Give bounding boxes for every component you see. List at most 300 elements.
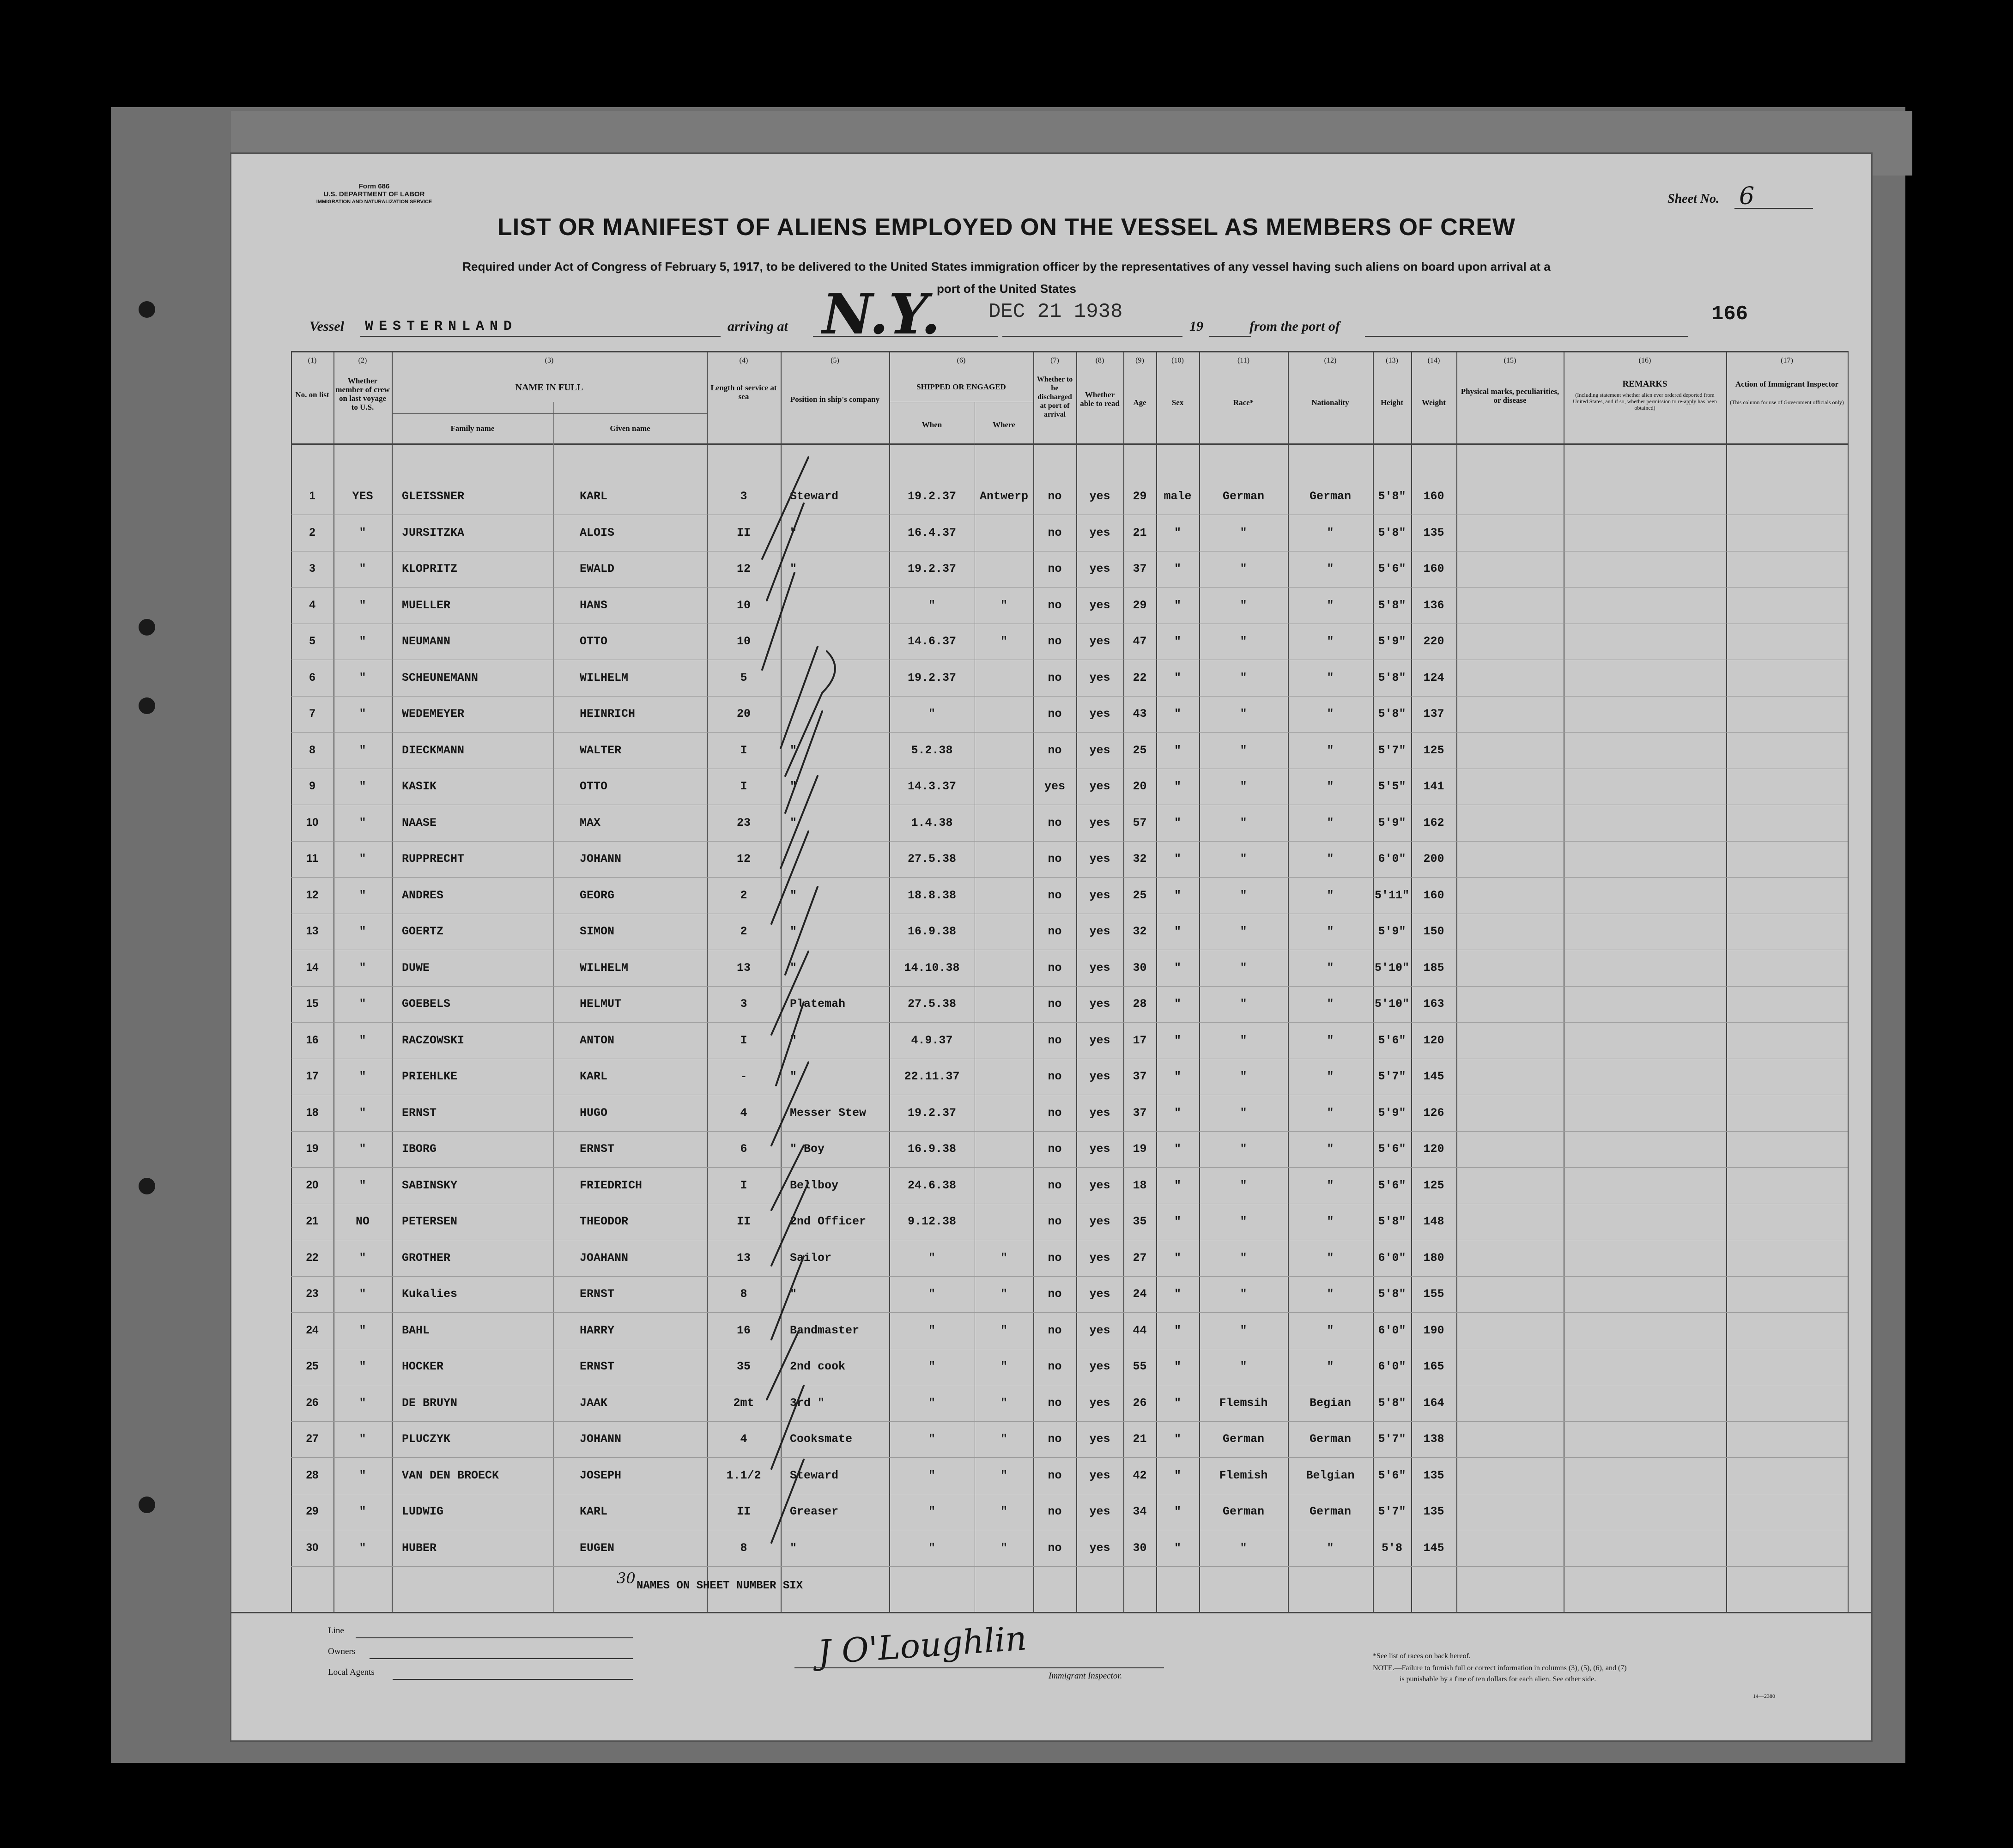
cell-when: " xyxy=(928,1251,935,1265)
cell-family: SCHEUNEMANN xyxy=(402,671,479,685)
cell-sex: " xyxy=(1174,707,1181,721)
cell-no: 30 xyxy=(306,1541,319,1554)
sheet-number-underline xyxy=(1734,208,1813,209)
from-port-underline xyxy=(1365,336,1688,337)
cell-sex: " xyxy=(1174,1215,1181,1228)
cell-family: KASIK xyxy=(402,780,437,793)
cell-race: " xyxy=(1240,1178,1247,1192)
cell-nationality: " xyxy=(1327,707,1334,721)
page-number: 166 xyxy=(1711,303,1748,326)
cell-member: " xyxy=(359,1396,366,1410)
cell-age: 21 xyxy=(1133,1432,1147,1446)
cell-weight: 185 xyxy=(1423,961,1444,975)
cell-read: yes xyxy=(1089,1251,1110,1265)
cell-height: 5'7" xyxy=(1378,1070,1406,1083)
cell-sex: " xyxy=(1174,1505,1181,1518)
punch-hole xyxy=(139,301,155,318)
cell-nationality: " xyxy=(1327,780,1334,793)
cell-nationality: " xyxy=(1327,1070,1334,1083)
cell-when: 9.12.38 xyxy=(907,1215,957,1228)
cell-service: 13 xyxy=(736,1251,751,1265)
col-header-family-name: Family name xyxy=(450,424,495,433)
col-header-sex: Sex xyxy=(1171,398,1184,407)
cell-member: " xyxy=(359,961,366,975)
cell-family: MUELLER xyxy=(402,598,451,612)
cell-family: KLOPRITZ xyxy=(402,562,458,576)
cell-age: 55 xyxy=(1133,1360,1147,1373)
line-label: Line xyxy=(328,1626,344,1636)
cell-height: 6'0" xyxy=(1378,1251,1406,1265)
subtitle-line-2: port of the United States xyxy=(937,282,1076,296)
sheet-number-label: Sheet No. xyxy=(1667,192,1719,206)
arriving-underline xyxy=(813,336,998,337)
column-number: (6) xyxy=(957,357,966,364)
cell-given: JOHANN xyxy=(580,1432,622,1446)
col-header-discharged: Whether to be discharged at port of arrival xyxy=(1037,376,1073,418)
cell-nationality: " xyxy=(1327,1033,1334,1047)
cell-age: 30 xyxy=(1133,961,1147,975)
cell-weight: 135 xyxy=(1423,1468,1444,1482)
cell-age: 17 xyxy=(1133,1033,1147,1047)
row-rule xyxy=(291,696,1848,697)
cell-age: 19 xyxy=(1133,1142,1147,1156)
column-number: (13) xyxy=(1386,357,1398,364)
cell-height: 5'8" xyxy=(1378,1396,1406,1410)
cell-position: " xyxy=(790,961,797,975)
cell-weight: 160 xyxy=(1423,562,1444,576)
names-count-handwritten: 30 xyxy=(617,1569,636,1587)
cell-when: 19.2.37 xyxy=(907,562,957,576)
cell-height: 5'6" xyxy=(1378,1468,1406,1482)
col-header-position: Position in ship's company xyxy=(790,395,880,404)
cell-read: yes xyxy=(1089,490,1110,503)
row-rule xyxy=(291,587,1848,588)
cell-weight: 135 xyxy=(1423,1505,1444,1518)
cell-member: " xyxy=(359,1178,366,1192)
col-divider xyxy=(392,351,393,1612)
cell-position: " xyxy=(790,888,797,902)
cell-given: ERNST xyxy=(580,1360,615,1373)
cell-given: MAX xyxy=(580,816,601,830)
cell-position: Cooksmate xyxy=(790,1432,853,1446)
cell-discharge: no xyxy=(1048,526,1062,539)
cell-family: GOERTZ xyxy=(402,925,444,938)
column-number: (17) xyxy=(1781,357,1793,364)
cell-age: 32 xyxy=(1133,852,1147,866)
cell-height: 5'11" xyxy=(1374,888,1409,902)
cell-position: Steward xyxy=(790,490,839,503)
cell-discharge: no xyxy=(1048,1215,1062,1228)
cell-family: PLUCZYK xyxy=(402,1432,451,1446)
names-on-sheet-summary: NAMES ON SHEET NUMBER SIX xyxy=(637,1580,803,1592)
col-divider xyxy=(1033,351,1034,1612)
column-number: (9) xyxy=(1135,357,1144,364)
cell-no: 10 xyxy=(306,816,319,829)
cell-member: " xyxy=(359,598,366,612)
cell-member: " xyxy=(359,635,366,648)
from-port-label: from the port of xyxy=(1249,319,1340,334)
cell-discharge: no xyxy=(1048,888,1062,902)
cell-when: 27.5.38 xyxy=(907,997,957,1011)
cell-when: " xyxy=(928,598,935,612)
cell-no: 2 xyxy=(309,526,315,539)
cell-given: ERNST xyxy=(580,1287,615,1301)
cell-sex: " xyxy=(1174,852,1181,866)
cell-service: 12 xyxy=(736,562,751,576)
col-header-nationality: Nationality xyxy=(1311,398,1349,407)
cell-service: 4 xyxy=(740,1432,747,1446)
cell-discharge: no xyxy=(1048,707,1062,721)
print-code: 14—2380 xyxy=(1753,1693,1775,1699)
row-rule xyxy=(291,841,1848,842)
cell-read: yes xyxy=(1089,852,1110,866)
cell-where: " xyxy=(1000,1287,1007,1301)
pen-slash-marks xyxy=(753,453,873,1561)
cell-no: 9 xyxy=(309,780,315,792)
cell-race: German xyxy=(1222,1505,1264,1518)
cell-given: KARL xyxy=(580,1505,608,1518)
cell-no: 15 xyxy=(306,997,319,1010)
col-divider xyxy=(707,351,708,1612)
cell-service: 4 xyxy=(740,1106,747,1120)
col-header-read: Whether able to read xyxy=(1080,390,1120,408)
sheet-number: 6 xyxy=(1739,182,1755,210)
cell-service: I xyxy=(740,1178,747,1192)
cell-member: " xyxy=(359,1323,366,1337)
cell-service: I xyxy=(740,743,747,757)
cell-race: " xyxy=(1240,743,1247,757)
cell-age: 35 xyxy=(1133,1215,1147,1228)
cell-discharge: no xyxy=(1048,852,1062,866)
cell-read: yes xyxy=(1089,1178,1110,1192)
cell-given: WALTER xyxy=(580,743,622,757)
cell-height: 5'7" xyxy=(1378,1432,1406,1446)
cell-height: 5'7" xyxy=(1378,743,1406,757)
cell-service: 2 xyxy=(740,925,747,938)
cell-service: 13 xyxy=(736,961,751,975)
cell-family: IBORG xyxy=(402,1142,437,1156)
cell-weight: 120 xyxy=(1423,1142,1444,1156)
cell-read: yes xyxy=(1089,1432,1110,1446)
penalty-note-line-2: is punishable by a fine of ten dollars for each alien. See other side. xyxy=(1400,1675,1596,1683)
cell-service: 10 xyxy=(736,635,751,648)
cell-read: yes xyxy=(1089,1215,1110,1228)
column-number: (16) xyxy=(1638,357,1651,364)
col-header-name: NAME IN FULL xyxy=(515,382,583,393)
cell-height: 5'5" xyxy=(1378,780,1406,793)
cell-discharge: no xyxy=(1048,562,1062,576)
cell-race: " xyxy=(1240,526,1247,539)
column-number: (8) xyxy=(1095,357,1104,364)
arriving-label: arriving at xyxy=(728,319,788,334)
cell-no: 22 xyxy=(306,1251,319,1264)
row-rule xyxy=(291,986,1848,987)
cell-family: VAN DEN BROECK xyxy=(402,1468,499,1482)
cell-no: 13 xyxy=(306,925,319,937)
cell-sex: " xyxy=(1174,1033,1181,1047)
page-title: LIST OR MANIFEST OF ALIENS EMPLOYED ON THE VESSEL AS MEMBERS OF CREW xyxy=(497,214,1516,241)
cell-age: 37 xyxy=(1133,1106,1147,1120)
cell-family: DUWE xyxy=(402,961,430,975)
col-divider xyxy=(333,351,334,1612)
cell-service: 3 xyxy=(740,490,747,503)
punch-hole xyxy=(139,1497,155,1513)
local-agents-underline xyxy=(393,1679,633,1680)
cell-age: 27 xyxy=(1133,1251,1147,1265)
cell-age: 32 xyxy=(1133,925,1147,938)
cell-nationality: " xyxy=(1327,852,1334,866)
cell-service: 2 xyxy=(740,888,747,902)
row-rule xyxy=(291,1276,1848,1277)
arriving-port: N.Y. xyxy=(822,282,940,347)
cell-height: 5'8" xyxy=(1378,1287,1406,1301)
cell-discharge: no xyxy=(1048,816,1062,830)
col-divider xyxy=(889,351,890,1612)
cell-service: - xyxy=(740,1070,747,1083)
cell-given: WILHELM xyxy=(580,961,629,975)
cell-when: 1.4.38 xyxy=(911,816,953,830)
cell-discharge: no xyxy=(1048,1070,1062,1083)
cell-race: German xyxy=(1222,490,1264,503)
cell-discharge: no xyxy=(1048,1541,1062,1555)
cell-no: 7 xyxy=(309,707,315,720)
cell-where: " xyxy=(1000,598,1007,612)
cell-family: WEDEMEYER xyxy=(402,707,465,721)
cell-weight: 164 xyxy=(1423,1396,1444,1410)
cell-nationality: German xyxy=(1309,1432,1351,1446)
cell-discharge: no xyxy=(1048,598,1062,612)
cell-height: 5'6" xyxy=(1378,1178,1406,1192)
cell-weight: 148 xyxy=(1423,1215,1444,1228)
table-right-border xyxy=(1848,351,1849,1612)
cell-given: OTTO xyxy=(580,780,608,793)
vessel-underline xyxy=(360,336,721,337)
cell-race: " xyxy=(1240,1070,1247,1083)
cell-read: yes xyxy=(1089,1033,1110,1047)
cell-race: " xyxy=(1240,961,1247,975)
date-stamp: DEC 21 1938 xyxy=(988,300,1123,323)
cell-nationality: German xyxy=(1309,490,1351,503)
cell-discharge: no xyxy=(1048,635,1062,648)
cell-height: 5'8 xyxy=(1381,1541,1402,1555)
cell-weight: 163 xyxy=(1423,997,1444,1011)
cell-discharge: no xyxy=(1048,1106,1062,1120)
cell-given: OTTO xyxy=(580,635,608,648)
cell-read: yes xyxy=(1089,562,1110,576)
cell-race: " xyxy=(1240,1541,1247,1555)
cell-family: BAHL xyxy=(402,1323,430,1337)
vessel-name: WESTERNLAND xyxy=(365,319,518,334)
cell-no: 3 xyxy=(309,562,315,575)
cell-read: yes xyxy=(1089,816,1110,830)
col-header-age: Age xyxy=(1133,398,1146,407)
cell-age: 37 xyxy=(1133,562,1147,576)
cell-race: " xyxy=(1240,888,1247,902)
cell-position: Sailor xyxy=(790,1251,832,1265)
cell-race: " xyxy=(1240,598,1247,612)
cell-read: yes xyxy=(1089,1541,1110,1555)
cell-read: yes xyxy=(1089,925,1110,938)
cell-when: " xyxy=(928,1396,935,1410)
cell-where: " xyxy=(1000,1323,1007,1337)
cell-family: Kukalies xyxy=(402,1287,458,1301)
cell-read: yes xyxy=(1089,780,1110,793)
cell-sex: " xyxy=(1174,562,1181,576)
cell-weight: 150 xyxy=(1423,925,1444,938)
cell-height: 5'9" xyxy=(1378,925,1406,938)
cell-member: " xyxy=(359,1541,366,1555)
cell-position: Messer Stew xyxy=(790,1106,867,1120)
cell-position: Bellboy xyxy=(790,1178,839,1192)
cell-given: THEODOR xyxy=(580,1215,629,1228)
cell-discharge: no xyxy=(1048,997,1062,1011)
col-header-when: When xyxy=(922,420,942,429)
cell-race: " xyxy=(1240,1215,1247,1228)
column-number: (5) xyxy=(831,357,839,364)
subtitle-line-1: Required under Act of Congress of February 5, 1917, to be delivered to the United States immigration officer by the representatives of any vessel having such aliens on board upon arrival at a xyxy=(462,260,1551,273)
cell-discharge: no xyxy=(1048,1287,1062,1301)
cell-member: " xyxy=(359,1432,366,1446)
cell-when: " xyxy=(928,1360,935,1373)
cell-family: JURSITZKA xyxy=(402,526,465,539)
cell-when: 14.10.38 xyxy=(904,961,960,975)
cell-position: 3rd " xyxy=(790,1396,825,1410)
cell-weight: 220 xyxy=(1423,635,1444,648)
cell-read: yes xyxy=(1089,671,1110,685)
col-header-remarks: REMARKS xyxy=(1622,379,1667,389)
cell-sex: " xyxy=(1174,780,1181,793)
cell-height: 5'7" xyxy=(1378,1505,1406,1518)
cell-weight: 120 xyxy=(1423,1033,1444,1047)
cell-nationality: " xyxy=(1327,1323,1334,1337)
cell-race: " xyxy=(1240,1287,1247,1301)
cell-position: " xyxy=(790,1541,797,1555)
cell-weight: 124 xyxy=(1423,671,1444,685)
cell-weight: 141 xyxy=(1423,780,1444,793)
cell-member: " xyxy=(359,562,366,576)
cell-position: Platemah xyxy=(790,997,846,1011)
cell-discharge: no xyxy=(1048,1251,1062,1265)
cell-when: 16.9.38 xyxy=(907,1142,957,1156)
row-rule xyxy=(291,1421,1848,1422)
cell-nationality: " xyxy=(1327,1251,1334,1265)
col-divider xyxy=(1199,351,1200,1612)
col-divider xyxy=(1373,351,1374,1612)
punch-hole xyxy=(139,619,155,636)
cell-sex: " xyxy=(1174,888,1181,902)
cell-given: HANS xyxy=(580,598,608,612)
col-header-weight: Weight xyxy=(1422,398,1446,407)
cell-no: 6 xyxy=(309,671,315,684)
cell-member: " xyxy=(359,888,366,902)
cell-age: 24 xyxy=(1133,1287,1147,1301)
row-rule xyxy=(291,877,1848,878)
cell-age: 47 xyxy=(1133,635,1147,648)
col-header-member: Whether member of crew on last voyage to U.S. xyxy=(335,376,390,412)
cell-where: " xyxy=(1000,1432,1007,1446)
cell-nationality: " xyxy=(1327,562,1334,576)
cell-discharge: no xyxy=(1048,1178,1062,1192)
cell-no: 29 xyxy=(306,1505,319,1517)
cell-service: I xyxy=(740,1033,747,1047)
cell-no: 16 xyxy=(306,1033,319,1046)
cell-service: 8 xyxy=(740,1541,747,1555)
cell-height: 5'8" xyxy=(1378,490,1406,503)
cell-nationality: " xyxy=(1327,671,1334,685)
cell-when: " xyxy=(928,1541,935,1555)
cell-height: 5'8" xyxy=(1378,671,1406,685)
cell-when: " xyxy=(928,1287,935,1301)
cell-age: 37 xyxy=(1133,1070,1147,1083)
cell-race: " xyxy=(1240,852,1247,866)
cell-discharge: no xyxy=(1048,1432,1062,1446)
date-underline xyxy=(1002,336,1182,337)
cell-read: yes xyxy=(1089,1287,1110,1301)
cell-weight: 160 xyxy=(1423,888,1444,902)
cell-family: LUDWIG xyxy=(402,1505,444,1518)
col-header-no: No. on list xyxy=(295,390,329,399)
cell-service: 1.1/2 xyxy=(726,1468,761,1482)
cell-family: NEUMANN xyxy=(402,635,451,648)
cell-nationality: " xyxy=(1327,635,1334,648)
cell-family: NAASE xyxy=(402,816,437,830)
cell-read: yes xyxy=(1089,1468,1110,1482)
table-left-border xyxy=(291,351,292,1612)
cell-member: " xyxy=(359,707,366,721)
year-prefix: 19 xyxy=(1189,319,1203,334)
cell-sex: " xyxy=(1174,816,1181,830)
cell-sex: " xyxy=(1174,1396,1181,1410)
service-name: IMMIGRATION AND NATURALIZATION SERVICE xyxy=(316,199,432,205)
cell-read: yes xyxy=(1089,1142,1110,1156)
cell-service: 3 xyxy=(740,997,747,1011)
cell-family: DIECKMANN xyxy=(402,743,465,757)
cell-read: yes xyxy=(1089,743,1110,757)
cell-weight: 126 xyxy=(1423,1106,1444,1120)
cell-read: yes xyxy=(1089,526,1110,539)
cell-sex: " xyxy=(1174,598,1181,612)
cell-no: 8 xyxy=(309,743,315,756)
cell-where: Antwerp xyxy=(979,490,1029,503)
cell-age: 22 xyxy=(1133,671,1147,685)
col-header-where: Where xyxy=(993,420,1015,429)
punch-hole xyxy=(139,1178,155,1194)
col-header-race: Race* xyxy=(1233,398,1254,407)
cell-nationality: " xyxy=(1327,743,1334,757)
cell-height: 5'9" xyxy=(1378,816,1406,830)
cell-height: 5'8" xyxy=(1378,1215,1406,1228)
cell-race: " xyxy=(1240,997,1247,1011)
cell-no: 26 xyxy=(306,1396,319,1409)
cell-given: ALOIS xyxy=(580,526,615,539)
cell-read: yes xyxy=(1089,598,1110,612)
column-number: (3) xyxy=(545,357,554,364)
cell-where: " xyxy=(1000,1396,1007,1410)
cell-discharge: no xyxy=(1048,1396,1062,1410)
row-rule xyxy=(291,732,1848,733)
cell-when: 27.5.38 xyxy=(907,852,957,866)
cell-height: 5'8" xyxy=(1378,526,1406,539)
owners-label: Owners xyxy=(328,1647,356,1656)
cell-member: " xyxy=(359,1468,366,1482)
col-header-height: Height xyxy=(1380,398,1404,407)
cell-read: yes xyxy=(1089,961,1110,975)
cell-member: " xyxy=(359,671,366,685)
cell-read: yes xyxy=(1089,1505,1110,1518)
cell-sex: " xyxy=(1174,1070,1181,1083)
cell-nationality: " xyxy=(1327,997,1334,1011)
inspector-label: Immigrant Inspector. xyxy=(1049,1671,1122,1681)
